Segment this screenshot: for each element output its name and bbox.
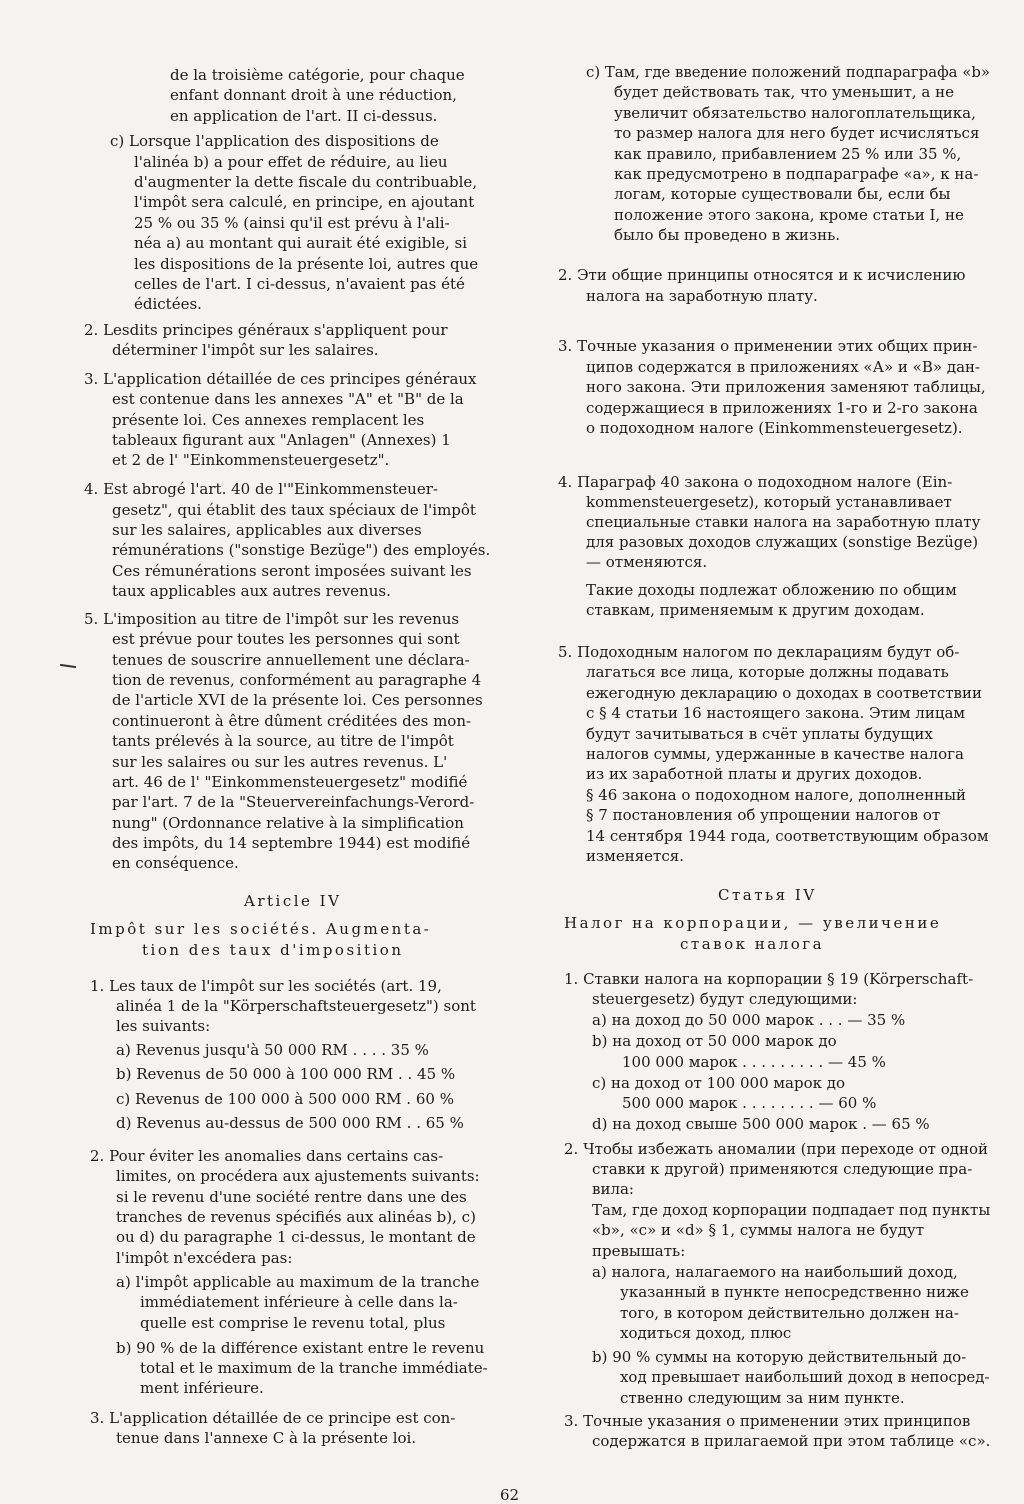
text-line: alinéa 1 de la "Körperschaftsteuergesetz") sont <box>116 997 476 1015</box>
text-line: 3. L'application détaillée de ce principe est con- <box>90 1409 456 1427</box>
text-line: est contenue dans les annexes "A" et "B" de la <box>112 390 464 408</box>
text-line: par l'art. 7 de la "Steuervereinfachungs-Verord- <box>112 793 475 811</box>
text-line: total et le maximum de la tranche immédiate- <box>140 1359 488 1377</box>
text-line: для разовых доходов служащих (sonstige Bezüge) <box>586 533 979 551</box>
text-line: les dispositions de la présente loi, autres que <box>134 255 479 273</box>
text-line: Там, где доход корпорации подпадает под пункты <box>592 1201 991 1219</box>
section-heading: Impôt sur les sociétés. Augmenta- <box>90 920 432 938</box>
text-line: steuergesetz) будут следующими: <box>592 990 858 1008</box>
text-line: c) Revenus de 100 000 à 500 000 RM . 60 % <box>116 1090 454 1108</box>
text-line: как правило, прибавлением 25 % или 35 %, <box>614 145 962 163</box>
text-line: о подоходном налоге (Einkommensteuergesetz). <box>586 419 963 437</box>
text-line: immédiatement inférieure à celle dans la- <box>140 1293 458 1311</box>
text-line: «b», «с» и «d» § 1, суммы налога не будут <box>592 1221 925 1239</box>
section-heading: tion des taux d'imposition <box>142 941 404 959</box>
text-line: налогов суммы, удержанные в качестве налога <box>586 745 964 763</box>
text-line: les suivants: <box>116 1017 211 1035</box>
text-line: налога на заработную плату. <box>586 287 818 305</box>
text-line: présente loi. Ces annexes remplacent les <box>112 411 425 429</box>
text-line: tion de revenus, conformément au paragraphe 4 <box>112 671 482 689</box>
text-line: nung" (Ordonnance relative à la simplification <box>112 814 464 832</box>
text-line: édictées. <box>134 295 202 313</box>
text-line: ставки к другой) применяются следующие пра- <box>592 1160 973 1178</box>
text-line: содержатся в прилагаемой при этом таблице «с». <box>592 1432 991 1450</box>
text-line: § 46 закона о подоходном налоге, дополненный <box>586 786 967 804</box>
text-line: ment inférieure. <box>140 1379 264 1397</box>
text-line: ственно следующим за ним пункте. <box>620 1389 905 1407</box>
text-line: si le revenu d'une société rentre dans une des <box>116 1188 467 1206</box>
text-line: en application de l'art. II ci-dessus. <box>170 107 438 125</box>
text-line: 25 % ou 35 % (ainsi qu'il est prévu à l'ali- <box>134 214 450 232</box>
text-line: увеличит обязательство налогоплательщика, <box>614 104 976 122</box>
text-line: ежегодную декларацию о доходах в соответствии <box>586 684 982 702</box>
text-line: а) на доход до 50 000 марок . . . — 35 % <box>592 1011 906 1029</box>
text-line: d) Revenus au-dessus de 500 000 RM . . 65 % <box>116 1114 464 1132</box>
text-line: tenues de souscrire annuellement une déclara- <box>112 651 470 669</box>
text-line: логам, которые существовали бы, если бы <box>614 185 951 203</box>
text-line: l'impôt sera calculé, en principe, en ajoutant <box>134 193 475 211</box>
text-line: ципов содержатся в приложениях «А» и «В» дан- <box>586 358 981 376</box>
text-line: вила: <box>592 1180 634 1198</box>
text-line: des impôts, du 14 septembre 1944) est modifié <box>112 834 471 852</box>
text-line: taux applicables aux autres revenus. <box>112 582 391 600</box>
text-line: l'alinéa b) a pour effet de réduire, au lieu <box>134 153 448 171</box>
text-line: ходиться доход, плюс <box>620 1324 792 1342</box>
text-line: 5. Подоходным налогом по декларациям будут об- <box>558 643 960 661</box>
text-line: quelle est comprise le revenu total, plus <box>140 1314 446 1332</box>
text-line: из их заработной платы и других доходов. <box>586 765 923 783</box>
text-line: rémunérations ("sonstige Bezüge") des employés. <box>112 541 491 559</box>
text-line: а) налога, налагаемого на наибольший доход, <box>592 1263 958 1281</box>
text-line: ставкам, применяемым к другим доходам. <box>586 601 925 619</box>
text-line: с § 4 статьи 16 настоящего закона. Этим лицам <box>586 704 966 722</box>
text-line: tranches de revenus spécifiés aux alinéas b), c) <box>116 1208 476 1226</box>
text-line: a) Revenus jusqu'à 50 000 RM . . . . 35 % <box>116 1041 429 1059</box>
text-line: будет действовать так, что уменьшит, а не <box>614 83 955 101</box>
text-line: d'augmenter la dette fiscale du contribuable, <box>134 173 478 191</box>
text-line: et 2 de l' "Einkommensteuergesetz". <box>112 451 390 469</box>
text-line: néa a) au montant qui aurait été exigible, si <box>134 234 468 252</box>
text-line: того, в котором действительно должен на- <box>620 1304 959 1322</box>
section-heading: Статья IV <box>718 886 817 904</box>
text-line: 1. Les taux de l'impôt sur les sociétés (art. 19, <box>90 977 442 995</box>
text-line: 4. Параграф 40 закона о подоходном налоге (Ein- <box>558 473 953 491</box>
text-line: положение этого закона, кроме статьи I, не <box>614 206 964 224</box>
text-line: tenue dans l'annexe C à la présente loi. <box>116 1429 417 1447</box>
text-line: то размер налога для него будет исчисляться <box>614 124 980 142</box>
text-line: art. 46 de l' "Einkommensteuergesetz" modifié <box>112 773 468 791</box>
section-heading: Article IV <box>244 892 342 910</box>
text-line: ного закона. Эти приложения заменяют таблицы, <box>586 378 986 396</box>
text-line: c) Lorsque l'application des dispositions de <box>110 132 439 150</box>
text-line: 14 сентября 1944 года, соответствующим образом <box>586 827 989 845</box>
text-line: tableaux figurant aux "Anlagen" (Annexes) 1 <box>112 431 451 449</box>
text-line: § 7 постановления об упрощении налогов от <box>586 806 941 824</box>
text-line: sur les salaires, applicables aux diverses <box>112 521 422 539</box>
text-line: 3. Точные указания о применении этих общих прин- <box>558 337 978 355</box>
margin-mark <box>60 664 76 668</box>
text-line: специальные ставки налога на заработную плату <box>586 513 981 531</box>
text-line: l'impôt n'excédera pas: <box>116 1249 293 1267</box>
text-line: celles de l'art. I ci-dessus, n'avaient pas été <box>134 275 465 293</box>
text-line: было бы проведено в жизнь. <box>614 226 841 244</box>
text-line: limites, on procédera aux ajustements suivants: <box>116 1167 480 1185</box>
text-line: лагаться все лица, которые должны подавать <box>586 663 949 681</box>
text-line: Такие доходы подлежат обложению по общим <box>586 581 957 599</box>
text-line: b) 90 % суммы на которую действительный до- <box>592 1348 967 1366</box>
page-number: 62 <box>500 1486 520 1504</box>
text-line: 500 000 марок . . . . . . . . — 60 % <box>622 1094 877 1112</box>
text-line: 3. L'application détaillée de ces principes généraux <box>84 370 477 388</box>
text-line: b) на доход от 50 000 марок до <box>592 1032 837 1050</box>
text-line: ou d) du paragraphe 1 ci-dessus, le montant de <box>116 1228 476 1246</box>
text-line: указанный в пункте непосредственно ниже <box>620 1283 969 1301</box>
text-line: c) Там, где введение положений подпараграфа «b» <box>586 63 990 81</box>
text-line: превышать: <box>592 1242 686 1260</box>
text-line: 2. Pour éviter les anomalies dans certains cas- <box>90 1147 444 1165</box>
text-line: continueront à être dûment créditées des mon- <box>112 712 472 730</box>
text-line: Ces rémunérations seront imposées suivant les <box>112 562 472 580</box>
text-line: 5. L'imposition au titre de l'impôt sur les revenus <box>84 610 460 628</box>
text-line: с) на доход от 100 000 марок до <box>592 1074 846 1092</box>
text-line: содержащиеся в приложениях 1-го и 2-го закона <box>586 399 978 417</box>
text-line: изменяется. <box>586 847 684 865</box>
text-line: 2. Чтобы избежать аномалии (при переходе от одной <box>564 1140 989 1158</box>
section-heading: ставок налога <box>680 935 825 953</box>
text-line: ход превышает наибольший доход в непосред- <box>620 1368 990 1386</box>
text-line: 1. Ставки налога на корпорации § 19 (Körperschaft- <box>564 970 974 988</box>
text-line: de l'article XVI de la présente loi. Ces personnes <box>112 691 483 709</box>
text-line: sur les salaires ou sur les autres revenus. L' <box>112 753 448 771</box>
text-line: как предусмотрено в подпараграфе «а», к на- <box>614 165 979 183</box>
text-line: 2. Lesdits principes généraux s'appliquent pour <box>84 321 448 339</box>
text-line: a) l'impôt applicable au maximum de la tranche <box>116 1273 480 1291</box>
text-line: 3. Точные указания о применении этих принципов <box>564 1412 971 1430</box>
text-line: будут зачитываться в счёт уплаты будущих <box>586 725 933 743</box>
text-line: déterminer l'impôt sur les salaires. <box>112 341 379 359</box>
text-line: kommensteuergesetz), который устанавливает <box>586 493 952 511</box>
text-line: tants prélevés à la source, au titre de l'impôt <box>112 732 454 750</box>
text-line: enfant donnant droit à une réduction, <box>170 86 457 104</box>
text-line: b) 90 % de la différence existant entre le revenu <box>116 1339 485 1357</box>
text-line: en conséquence. <box>112 854 239 872</box>
text-line: de la troisième catégorie, pour chaque <box>170 66 465 84</box>
text-line: 2. Эти общие принципы относятся и к исчислению <box>558 266 966 284</box>
section-heading: Налог на корпорации, — увеличение <box>564 914 942 932</box>
text-line: 4. Est abrogé l'art. 40 de l'"Einkommensteuer- <box>84 480 438 498</box>
text-line: b) Revenus de 50 000 à 100 000 RM . . 45 % <box>116 1065 456 1083</box>
text-line: 100 000 марок . . . . . . . . . — 45 % <box>622 1053 886 1071</box>
text-line: gesetz", qui établit des taux spéciaux de l'impôt <box>112 501 476 519</box>
text-line: — отменяются. <box>586 553 708 571</box>
text-line: est prévue pour toutes les personnes qui sont <box>112 630 460 648</box>
text-line: d) на доход свыше 500 000 марок . — 65 % <box>592 1115 930 1133</box>
